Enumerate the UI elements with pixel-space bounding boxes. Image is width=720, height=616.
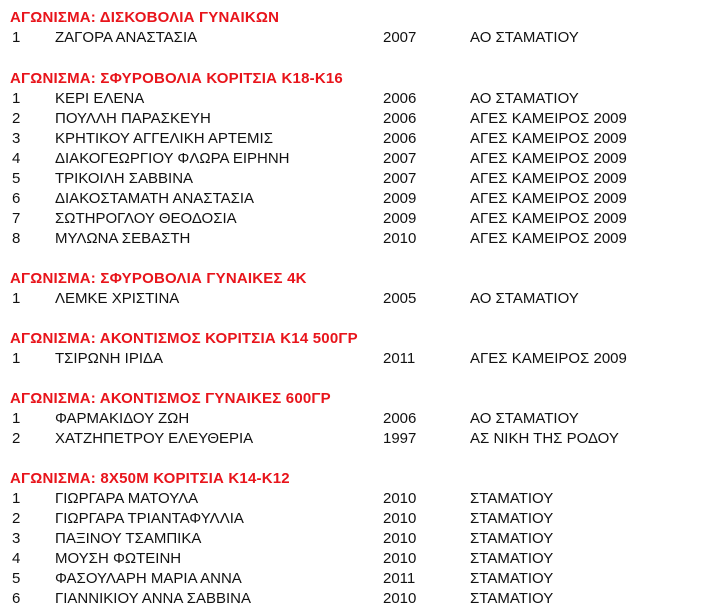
athlete-name: ΛΕΜΚΕ ΧΡΙΣΤΙΝΑ — [55, 290, 180, 307]
result-row — [0, 209, 720, 229]
result-rank: 2 — [12, 430, 21, 447]
result-row — [0, 589, 720, 609]
result-rank: 7 — [12, 210, 21, 227]
athlete-name: ΓΙΑΝΝΙΚΙΟΥ ΑΝΝΑ ΣΑΒΒΙΝΑ — [55, 590, 252, 607]
result-row — [0, 549, 720, 569]
athlete-name: ΠΟΥΛΛΗ ΠΑΡΑΣΚΕΥΗ — [55, 110, 211, 127]
athlete-name: ΓΙΩΡΓΑΡΑ ΤΡΙΑΝΤΑΦΥΛΛΙΑ — [55, 510, 244, 527]
result-rank: 1 — [12, 350, 21, 367]
club-name: ΑΓΕΣ ΚΑΜΕΙΡΟΣ 2009 — [470, 150, 627, 167]
club-name: ΑΟ ΣΤΑΜΑΤΙΟΥ — [470, 29, 579, 46]
result-rank: 8 — [12, 230, 21, 247]
birth-year: 2007 — [383, 170, 417, 187]
result-row — [0, 349, 720, 369]
birth-year: 2010 — [383, 490, 417, 507]
club-name: ΣΤΑΜΑΤΙΟΥ — [470, 550, 554, 567]
result-rank: 5 — [12, 570, 21, 587]
athlete-name: ΜΥΛΩΝΑ ΣΕΒΑΣΤΗ — [55, 230, 191, 247]
club-name: ΑΣ ΝΙΚΗ ΤΗΣ ΡΟΔΟΥ — [470, 430, 619, 447]
event-title: ΑΓΩΝΙΣΜΑ: ΑΚΟΝΤΙΣΜΟΣ ΓΥΝΑΙΚΕΣ 600ΓΡ — [10, 390, 331, 407]
birth-year: 2007 — [383, 150, 417, 167]
event-title: ΑΓΩΝΙΣΜΑ: 8Χ50Μ ΚΟΡΙΤΣΙΑ Κ14-Κ12 — [10, 470, 290, 487]
result-row — [0, 509, 720, 529]
club-name: ΑΓΕΣ ΚΑΜΕΙΡΟΣ 2009 — [470, 210, 627, 227]
athlete-name: ΠΑΞΙΝΟΥ ΤΣΑΜΠΙΚΑ — [55, 530, 202, 547]
club-name: ΑΓΕΣ ΚΑΜΕΙΡΟΣ 2009 — [470, 110, 627, 127]
birth-year: 2010 — [383, 510, 417, 527]
athlete-name: ΦΑΡΜΑΚΙΔΟΥ ΖΩΗ — [55, 410, 190, 427]
birth-year: 2010 — [383, 590, 417, 607]
result-rank: 2 — [12, 510, 21, 527]
result-row — [0, 409, 720, 429]
result-rank: 1 — [12, 490, 21, 507]
result-row — [0, 28, 720, 48]
result-row — [0, 429, 720, 449]
athlete-name: ΚΕΡΙ ΕΛΕΝΑ — [55, 90, 145, 107]
athlete-name: ΖΑΓΟΡΑ ΑΝΑΣΤΑΣΙΑ — [55, 29, 198, 46]
club-name: ΣΤΑΜΑΤΙΟΥ — [470, 570, 554, 587]
result-row — [0, 289, 720, 309]
birth-year: 2007 — [383, 29, 417, 46]
result-row — [0, 169, 720, 189]
result-rank: 1 — [12, 29, 21, 46]
result-rank: 4 — [12, 550, 21, 567]
event-title: ΑΓΩΝΙΣΜΑ: ΣΦΥΡΟΒΟΛΙΑ ΚΟΡΙΤΣΙΑ Κ18-Κ16 — [10, 70, 343, 87]
birth-year: 2009 — [383, 190, 417, 207]
athlete-name: ΦΑΣΟΥΛΑΡΗ ΜΑΡΙΑ ΑΝΝΑ — [55, 570, 242, 587]
event-title: ΑΓΩΝΙΣΜΑ: ΑΚΟΝΤΙΣΜΟΣ ΚΟΡΙΤΣΙΑ Κ14 500ΓΡ — [10, 330, 358, 347]
club-name: ΑΟ ΣΤΑΜΑΤΙΟΥ — [470, 290, 579, 307]
result-row — [0, 229, 720, 249]
club-name: ΣΤΑΜΑΤΙΟΥ — [470, 510, 554, 527]
result-rank: 4 — [12, 150, 21, 167]
club-name: ΑΓΕΣ ΚΑΜΕΙΡΟΣ 2009 — [470, 130, 627, 147]
result-rank: 1 — [12, 290, 21, 307]
result-rank: 5 — [12, 170, 21, 187]
event-title: ΑΓΩΝΙΣΜΑ: ΔΙΣΚΟΒΟΛΙΑ ΓΥΝΑΙΚΩΝ — [10, 9, 280, 26]
birth-year: 2011 — [383, 350, 416, 367]
athlete-name: ΚΡΗΤΙΚΟΥ ΑΓΓΕΛΙΚΗ ΑΡΤΕΜΙΣ — [55, 130, 273, 147]
athlete-name: ΣΩΤΗΡΟΓΛΟΥ ΘΕΟΔΟΣΙΑ — [55, 210, 237, 227]
athlete-name: ΔΙΑΚΟΣΤΑΜΑΤΗ ΑΝΑΣΤΑΣΙΑ — [55, 190, 255, 207]
birth-year: 2006 — [383, 90, 417, 107]
birth-year: 1997 — [383, 430, 417, 447]
club-name: ΑΓΕΣ ΚΑΜΕΙΡΟΣ 2009 — [470, 190, 627, 207]
result-row — [0, 569, 720, 589]
result-rank: 2 — [12, 110, 21, 127]
result-rank: 3 — [12, 530, 21, 547]
athlete-name: ΓΙΩΡΓΑΡΑ ΜΑΤΟΥΛΑ — [55, 490, 199, 507]
club-name: ΑΓΕΣ ΚΑΜΕΙΡΟΣ 2009 — [470, 350, 627, 367]
result-rank: 1 — [12, 90, 21, 107]
club-name: ΣΤΑΜΑΤΙΟΥ — [470, 530, 554, 547]
athlete-name: ΤΡΙΚΟΙΛΗ ΣΑΒΒΙΝΑ — [55, 170, 194, 187]
club-name: ΣΤΑΜΑΤΙΟΥ — [470, 590, 554, 607]
birth-year: 2005 — [383, 290, 417, 307]
club-name: ΑΟ ΣΤΑΜΑΤΙΟΥ — [470, 90, 579, 107]
result-row — [0, 489, 720, 509]
birth-year: 2010 — [383, 230, 417, 247]
birth-year: 2011 — [383, 570, 416, 587]
result-rank: 6 — [12, 590, 21, 607]
result-rank: 1 — [12, 410, 21, 427]
birth-year: 2010 — [383, 550, 417, 567]
athlete-name: ΤΣΙΡΩΝΗ ΙΡΙΔΑ — [55, 350, 164, 367]
club-name: ΑΟ ΣΤΑΜΑΤΙΟΥ — [470, 410, 579, 427]
birth-year: 2009 — [383, 210, 417, 227]
club-name: ΑΓΕΣ ΚΑΜΕΙΡΟΣ 2009 — [470, 170, 627, 187]
result-row — [0, 89, 720, 109]
birth-year: 2010 — [383, 530, 417, 547]
result-rank: 3 — [12, 130, 21, 147]
result-row — [0, 529, 720, 549]
result-row — [0, 189, 720, 209]
athlete-name: ΜΟΥΣΗ ΦΩΤΕΙΝΗ — [55, 550, 182, 567]
birth-year: 2006 — [383, 110, 417, 127]
result-row — [0, 129, 720, 149]
result-rank: 6 — [12, 190, 21, 207]
event-title: ΑΓΩΝΙΣΜΑ: ΣΦΥΡΟΒΟΛΙΑ ΓΥΝΑΙΚΕΣ 4Κ — [10, 270, 307, 287]
birth-year: 2006 — [383, 410, 417, 427]
club-name: ΣΤΑΜΑΤΙΟΥ — [470, 490, 554, 507]
result-row — [0, 109, 720, 129]
athlete-name: ΧΑΤΖΗΠΕΤΡΟΥ ΕΛΕΥΘΕΡΙΑ — [55, 430, 254, 447]
club-name: ΑΓΕΣ ΚΑΜΕΙΡΟΣ 2009 — [470, 230, 627, 247]
result-row — [0, 149, 720, 169]
athlete-name: ΔΙΑΚΟΓΕΩΡΓΙΟΥ ΦΛΩΡΑ ΕΙΡΗΝΗ — [55, 150, 290, 167]
birth-year: 2006 — [383, 130, 417, 147]
